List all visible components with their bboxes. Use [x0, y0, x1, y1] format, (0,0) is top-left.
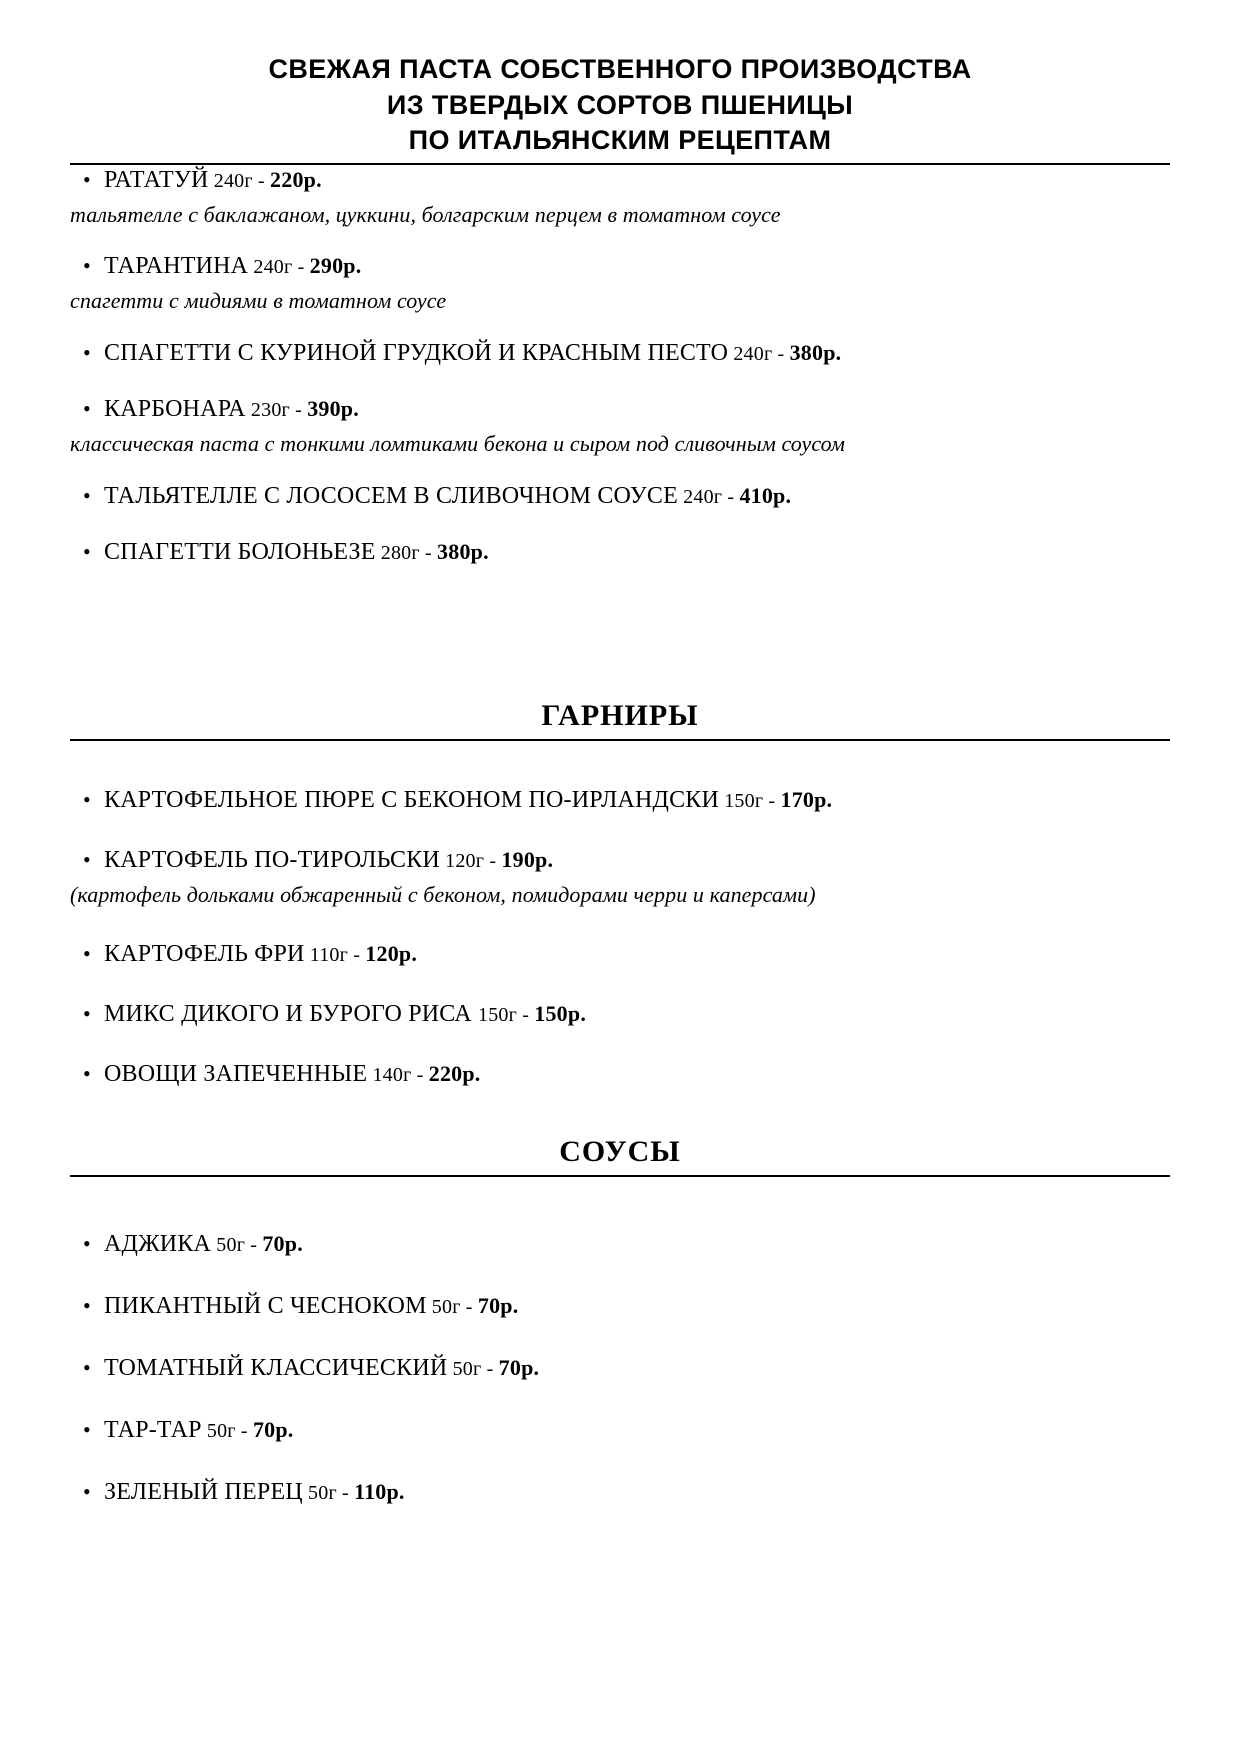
- bullet-icon: •: [83, 1479, 91, 1505]
- menu-item-text: [104, 1059, 1170, 1089]
- menu-item-name: РАТАТУЙ: [104, 166, 209, 193]
- list-item: [70, 537, 1170, 567]
- menu-item-line: [70, 1059, 1170, 1089]
- bullet-icon: •: [83, 1231, 91, 1257]
- list-item: [70, 481, 1170, 511]
- bullet-icon: •: [83, 1355, 91, 1381]
- bullet-icon: •: [83, 482, 91, 508]
- bullet-icon: •: [83, 846, 91, 872]
- bullet-icon: •: [83, 786, 91, 812]
- list-item: [70, 338, 1170, 368]
- menu-item-name: КАРТОФЕЛЬ ФРИ: [104, 941, 305, 968]
- sauces-section-header: [70, 1135, 1170, 1177]
- list-item: [70, 1353, 1170, 1383]
- menu-item-line: [70, 338, 1170, 368]
- menu-item-price: 190р.: [501, 846, 554, 872]
- sides-divider: [70, 739, 1170, 741]
- menu-item-weight: 50г -: [211, 1234, 263, 1257]
- menu-item-name: ЗЕЛЕНЫЙ ПЕРЕЦ: [104, 1479, 303, 1506]
- list-item: [70, 1059, 1170, 1089]
- list-item: [70, 1477, 1170, 1507]
- menu-item-description: тальятелле с баклажаном, цуккини, болгарским перцем в томатном соусе: [70, 201, 781, 227]
- list-item: [70, 394, 1170, 459]
- menu-item-name: КАРТОФЕЛЬНОЕ ПЮРЕ С БЕКОНОМ ПО-ИРЛАНДСКИ: [104, 786, 720, 813]
- menu-item-name: АДЖИКА: [104, 1231, 212, 1258]
- bullet-icon: •: [83, 538, 91, 564]
- menu-item-text: [104, 1477, 1170, 1507]
- list-item: [70, 165, 1170, 230]
- menu-item-line: [70, 537, 1170, 567]
- sauces-item-list: [70, 1229, 1170, 1507]
- menu-item-price: 220р.: [428, 1061, 481, 1087]
- bullet-icon: •: [83, 166, 91, 192]
- sauces-divider: [70, 1175, 1170, 1177]
- menu-item-weight: 240г -: [248, 256, 310, 279]
- menu-item-weight: 150г -: [719, 789, 781, 812]
- bullet-icon: •: [83, 396, 91, 422]
- menu-item-text: [104, 165, 1170, 195]
- menu-item-weight: 50г -: [447, 1358, 499, 1381]
- menu-item-price: 380р.: [437, 538, 489, 564]
- menu-item-weight: 240г -: [677, 485, 740, 508]
- menu-item-text: [104, 394, 1170, 424]
- menu-item-line: [70, 1291, 1170, 1321]
- menu-item-weight: 50г -: [302, 1482, 355, 1505]
- menu-item-line: [70, 165, 1170, 195]
- menu-item-line: [70, 1415, 1170, 1445]
- menu-item-price: 70р.: [477, 1293, 519, 1319]
- menu-item-price: 70р.: [252, 1417, 294, 1443]
- menu-item-price: 290р.: [309, 253, 362, 279]
- menu-item-line: [70, 394, 1170, 424]
- section-spacer: [70, 593, 1170, 653]
- menu-item-text: [104, 537, 1170, 567]
- bullet-icon: •: [83, 1293, 91, 1319]
- menu-item-name: КАРТОФЕЛЬ ПО-ТИРОЛЬСКИ: [104, 846, 440, 873]
- menu-item-line: [70, 999, 1170, 1029]
- menu-item-weight: 140г -: [367, 1064, 429, 1087]
- sides-section-header: [70, 699, 1170, 741]
- menu-item-description: классическая паста с тонкими ломтиками бекона и сыром под сливочным соусом: [70, 431, 846, 457]
- menu-item-weight: 280г -: [375, 541, 438, 564]
- menu-item-line: [70, 481, 1170, 511]
- menu-item-text: [104, 481, 1170, 511]
- menu-item-line: [70, 251, 1170, 281]
- menu-item-text: [104, 1291, 1170, 1321]
- menu-item-text: [104, 999, 1170, 1029]
- menu-item-weight: 150г -: [478, 1004, 535, 1027]
- menu-item-text: [104, 1353, 1170, 1383]
- bullet-icon: •: [83, 1061, 91, 1087]
- menu-item-text: [104, 338, 1170, 368]
- menu-item-price: 390р.: [307, 396, 359, 422]
- menu-item-weight: 50г -: [426, 1296, 478, 1319]
- menu-item-weight: 240г -: [208, 169, 271, 192]
- bullet-icon: •: [83, 941, 91, 967]
- menu-item-line: [70, 1353, 1170, 1383]
- list-item: [70, 845, 1170, 910]
- menu-item-name: ТАР-ТАР: [104, 1417, 202, 1444]
- bullet-icon: •: [83, 1417, 91, 1443]
- section-title-sides: ГАРНИРЫ: [541, 698, 699, 732]
- menu-item-name: СПАГЕТТИ С КУРИНОЙ ГРУДКОЙ И КРАСНЫМ ПЕСТО: [104, 340, 729, 367]
- page-title: [70, 52, 1170, 159]
- menu-item-line: [70, 785, 1170, 815]
- menu-item-name: ТОМАТНЫЙ КЛАССИЧЕСКИЙ: [104, 1355, 448, 1382]
- list-item: [70, 999, 1170, 1029]
- list-item: [70, 1291, 1170, 1321]
- list-item: [70, 785, 1170, 815]
- menu-item-name: ТАРАНТИНА: [104, 253, 249, 280]
- menu-item-text: [104, 251, 1170, 281]
- list-item: [70, 1229, 1170, 1259]
- menu-item-text: [104, 845, 1170, 875]
- menu-item-name: МИКС ДИКОГО И БУРОГО РИСА: [104, 1001, 479, 1028]
- menu-item-name: СПАГЕТТИ БОЛОНЬЕЗЕ: [104, 538, 376, 565]
- menu-item-price: 410р.: [739, 482, 792, 508]
- menu-item-line: [70, 1477, 1170, 1507]
- menu-item-name: КАРБОНАРА: [104, 396, 246, 423]
- title-line-2: ИЗ ТВЕРДЫХ СОРТОВ ПШЕНИЦЫ: [386, 89, 854, 120]
- menu-item-line: [70, 1229, 1170, 1259]
- list-item: [70, 939, 1170, 969]
- menu-item-text: [104, 1415, 1170, 1445]
- menu-item-price: 220р.: [270, 166, 322, 192]
- menu-item-price: 120р.: [365, 941, 418, 967]
- menu-item-weight: 50г -: [201, 1420, 253, 1443]
- menu-item-name: ТАЛЬЯТЕЛЛЕ С ЛОСОСЕМ В СЛИВОЧНОМ СОУСЕ: [104, 482, 678, 509]
- menu-item-text: [104, 1229, 1170, 1259]
- menu-item-price: 70р.: [498, 1355, 540, 1381]
- menu-item-description: спагетти с мидиями в томатном соусе: [70, 288, 447, 314]
- menu-item-text: [104, 785, 1170, 815]
- menu-item-price: 150р.: [534, 1001, 587, 1027]
- menu-item-weight: 230г -: [245, 399, 308, 422]
- menu-item-name: ПИКАНТНЫЙ С ЧЕСНОКОМ: [104, 1293, 427, 1320]
- section-title-sauces: СОУСЫ: [559, 1135, 681, 1169]
- pasta-item-list: [70, 165, 1170, 567]
- menu-item-price: 110р.: [354, 1479, 405, 1505]
- title-line-1: СВЕЖАЯ ПАСТА СОБСТВЕННОГО ПРОИЗВОДСТВА: [268, 54, 972, 84]
- menu-item-price: 70р.: [262, 1231, 303, 1257]
- menu-item-text: [104, 939, 1170, 969]
- menu-item-price: 170р.: [780, 786, 833, 812]
- menu-item-line: [70, 845, 1170, 875]
- menu-item-weight: 110г -: [304, 944, 366, 967]
- title-line-3: ПО ИТАЛЬЯНСКИМ РЕЦЕПТАМ: [408, 125, 832, 156]
- menu-item-weight: 240г -: [728, 343, 790, 366]
- menu-item-line: [70, 939, 1170, 969]
- menu-item-description: (картофель дольками обжаренный с беконом, помидорами черри и каперсами): [70, 881, 816, 907]
- menu-item-weight: 120г -: [439, 849, 502, 872]
- sides-item-list: [70, 785, 1170, 1090]
- bullet-icon: •: [83, 1001, 91, 1027]
- menu-item-price: 380р.: [789, 340, 842, 366]
- document-header: [70, 52, 1170, 165]
- list-item: [70, 251, 1170, 316]
- bullet-icon: •: [83, 340, 91, 366]
- menu-item-name: ОВОЩИ ЗАПЕЧЕННЫЕ: [104, 1061, 368, 1088]
- bullet-icon: •: [83, 253, 91, 279]
- list-item: [70, 1415, 1170, 1445]
